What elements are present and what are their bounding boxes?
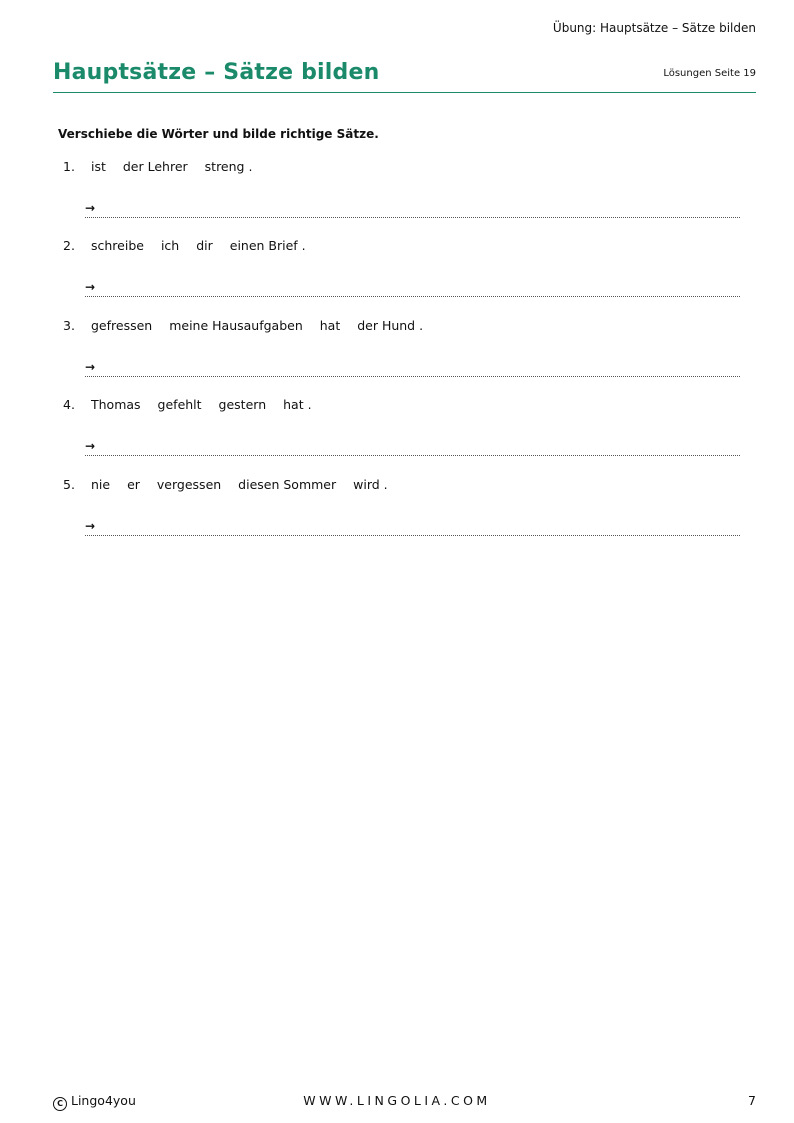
word-chip[interactable]: gefressen	[91, 318, 153, 333]
word-chip[interactable]: hat .	[283, 397, 312, 412]
word-chip[interactable]: er	[127, 477, 140, 492]
word-chip[interactable]: einen Brief .	[229, 238, 306, 253]
word-chip[interactable]: ist	[91, 159, 106, 174]
word-chip[interactable]: nie	[91, 477, 111, 492]
page-number: 7	[748, 1093, 756, 1108]
word-chip[interactable]: der Hund .	[357, 318, 424, 333]
word-chip[interactable]: gestern	[218, 397, 267, 412]
word-chip[interactable]: wird .	[353, 477, 388, 492]
copyright-text: Lingo4you	[71, 1093, 136, 1108]
answer-line[interactable]	[85, 455, 740, 456]
footer-website: WWW.LINGOLIA.COM	[303, 1093, 491, 1108]
exercise-words	[91, 238, 306, 253]
copyright-icon: C	[53, 1097, 67, 1111]
word-chip[interactable]: dir	[196, 238, 213, 253]
word-chip[interactable]: diesen Sommer	[238, 477, 337, 492]
arrow-right-icon: →	[85, 519, 96, 533]
word-chip[interactable]: ich	[160, 238, 180, 253]
answer-line[interactable]	[85, 217, 740, 218]
answer-line[interactable]	[85, 376, 740, 377]
exercise-words	[91, 318, 423, 333]
arrow-right-icon: →	[85, 360, 96, 374]
exercise-words	[91, 159, 252, 174]
page-title: Hauptsätze – Sätze bilden	[53, 60, 380, 85]
word-chip[interactable]: Thomas	[91, 397, 141, 412]
header-top-label: Übung: Hauptsätze – Sätze bilden	[552, 21, 756, 35]
arrow-right-icon: →	[85, 439, 96, 453]
solutions-reference: Lösungen Seite 19	[663, 68, 756, 79]
word-chip[interactable]: meine Hausaufgaben	[169, 318, 303, 333]
exercise-words	[91, 397, 312, 412]
exercise-number: 1.	[63, 159, 75, 174]
exercise-number: 5.	[63, 477, 75, 492]
exercise-number: 2.	[63, 238, 75, 253]
answer-line[interactable]	[85, 296, 740, 297]
exercise-words	[91, 477, 388, 492]
word-chip[interactable]: streng .	[204, 159, 253, 174]
word-chip[interactable]: hat	[319, 318, 341, 333]
answer-line[interactable]	[85, 535, 740, 536]
arrow-right-icon: →	[85, 201, 96, 215]
word-chip[interactable]: schreibe	[91, 238, 144, 253]
instruction-text: Verschiebe die Wörter und bilde richtige Sätze.	[58, 127, 379, 141]
arrow-right-icon: →	[85, 280, 96, 294]
title-divider	[53, 92, 756, 93]
word-chip[interactable]: der Lehrer	[122, 159, 188, 174]
word-chip[interactable]: gefehlt	[157, 397, 202, 412]
exercise-number: 4.	[63, 397, 75, 412]
exercise-number: 3.	[63, 318, 75, 333]
word-chip[interactable]: vergessen	[156, 477, 222, 492]
